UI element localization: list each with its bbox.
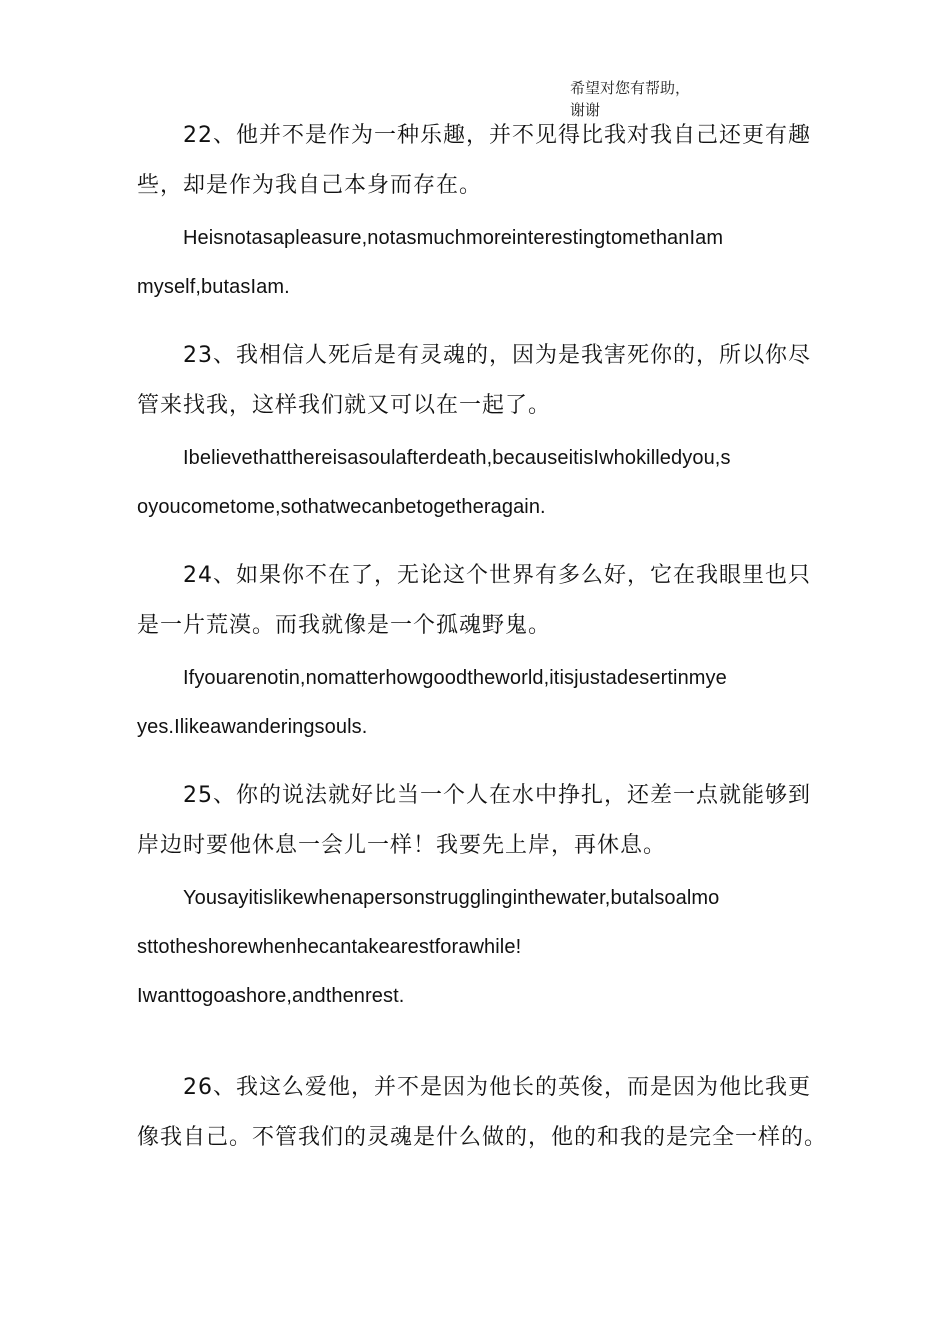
chinese-paragraph: 22、他并不是作为一种乐趣，并不见得比我对我自己还更有趣些，却是作为我自己本身而存在。 <box>137 123 811 198</box>
english-paragraph-22 <box>137 214 827 312</box>
chinese-paragraph: 25、你的说法就好比当一个人在水中挣扎，还差一点就能够到岸边时要他休息一会儿一样！我要先上岸，再休息。 <box>137 783 811 858</box>
entry-23 <box>137 331 827 431</box>
entry-26 <box>137 1063 827 1163</box>
english-line: sttotheshorewhenhecantakearestforawhile! <box>137 936 522 958</box>
english-line: Yousayitislikewhenapersonstrugglinginthewater,butalsoalmo <box>183 887 720 909</box>
entry-25 <box>137 771 827 871</box>
english-line: Iwanttogoashore,andthenrest. <box>137 985 405 1007</box>
english-line: oyoucometome,sothatwecanbetogetheragain. <box>137 496 546 518</box>
english-line: myself,butasIam. <box>137 276 290 298</box>
chinese-paragraph: 26、我这么爱他，并不是因为他长的英俊，而是因为他比我更像我自己。不管我们的灵魂是什么做的，他的和我的是完全一样的。 <box>137 1075 828 1150</box>
english-paragraph-23 <box>137 434 827 532</box>
english-paragraph-24 <box>137 654 827 752</box>
entry-24 <box>137 551 827 651</box>
english-line: Heisnotasapleasure,notasmuchmoreinterestingtomethanIam <box>183 227 724 249</box>
english-paragraph-25 <box>137 874 827 1021</box>
chinese-paragraph: 24、如果你不在了，无论这个世界有多么好，它在我眼里也只是一片荒漠。而我就像是一个孤魂野鬼。 <box>137 563 811 638</box>
english-line: Ifyouarenotin,nomatterhowgoodtheworld,itisjustadesertinmye <box>183 667 727 689</box>
header-note-line-1: 希望对您有帮助， <box>570 79 691 97</box>
english-line: yes.Ilikeawanderingsouls. <box>137 716 368 738</box>
header-note-line-2: 谢谢 <box>570 101 601 119</box>
chinese-paragraph: 23、我相信人死后是有灵魂的，因为是我害死你的，所以你尽管来找我，这样我们就又可以在一起了。 <box>137 343 811 418</box>
english-line: Ibelievethatthereisasoulafterdeath,becauseitisIwhokilledyou,s <box>183 447 731 469</box>
entry-22 <box>137 111 827 211</box>
